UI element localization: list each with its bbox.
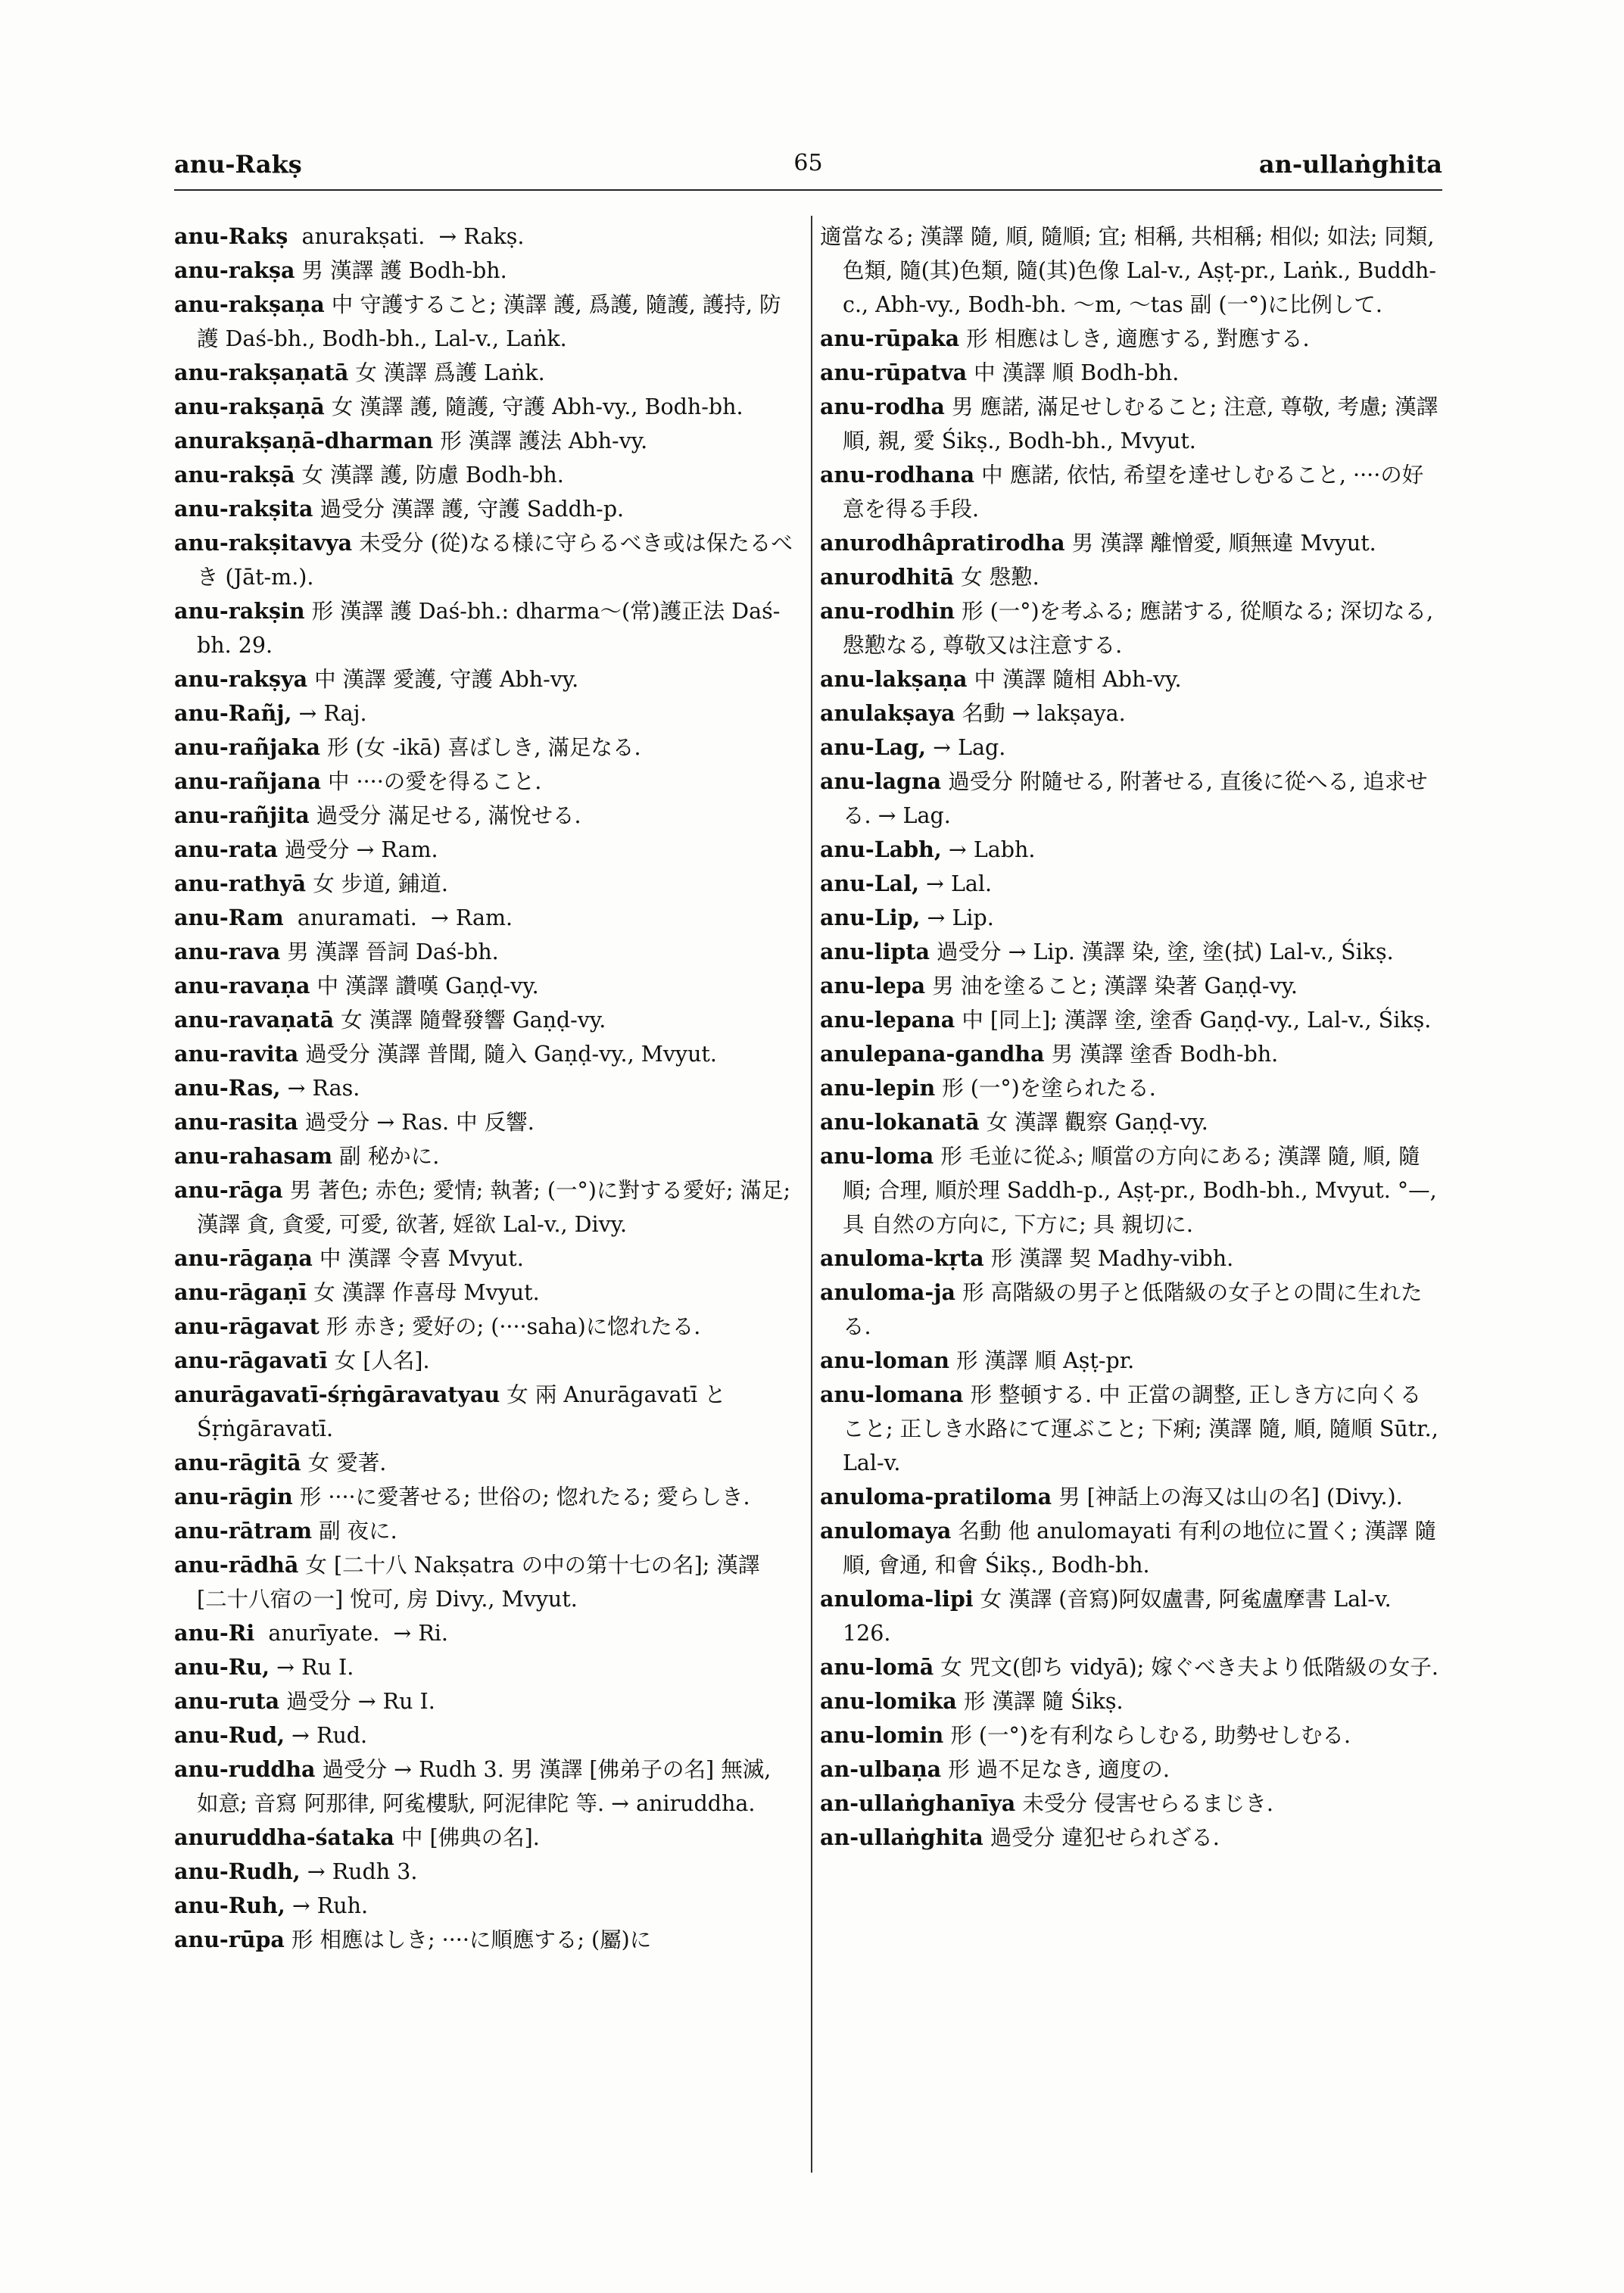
entry-headword: anuloma-pratiloma (820, 1484, 1052, 1509)
dictionary-entry (174, 220, 795, 254)
dictionary-entry (820, 1344, 1441, 1378)
entry-definition: 形 相應はしき, 適應する, 對應する. (959, 326, 1310, 351)
entry-headword: anu-rakṣin (174, 598, 305, 624)
entry-definition: → Ru I. (270, 1655, 354, 1680)
entry-definition: 過受分 → Ras. 中 反響. (298, 1110, 535, 1135)
entry-definition: 形 漢譯 護 Daś-bh.: dharma〜(常)護正法 Daś-bh. 29. (197, 599, 781, 658)
dictionary-entry (174, 1276, 795, 1310)
entry-headword: anu-Ram (174, 905, 284, 930)
entry-definition: 女 步道, 鋪道. (306, 871, 448, 896)
entry-definition: 名動 → lakṣaya. (955, 701, 1126, 726)
dictionary-entry (174, 356, 795, 390)
entry-headword: anuloma-ja (820, 1279, 955, 1305)
column-divider (811, 216, 812, 2173)
entry-headword: anu-Lal, (820, 871, 919, 896)
entry-definition: 形 高階級の男子と低階級の女子との間に生れたる. (843, 1280, 1423, 1339)
entry-headword: anu-rata (174, 837, 278, 862)
dictionary-entry (174, 867, 795, 901)
entry-definition: 過受分 漢譯 普聞, 隨入 Gaṇḍ-vy., Mvyut. (298, 1042, 717, 1067)
entry-definition: 過受分 → Rudh 3. 男 漢譯 [佛弟子の名] 無滅, 如意; 音寫 阿那律, 阿㝹樓馱, 阿泥律陀 等. → aniruddha. (197, 1757, 778, 1816)
dictionary-entry (174, 1446, 795, 1480)
header-rule (174, 189, 1442, 191)
dictionary-entry (174, 390, 795, 424)
dictionary-entry (174, 424, 795, 458)
entry-headword: anu-Rañj, (174, 700, 292, 726)
entry-headword: anurodhâpratirodha (820, 530, 1065, 556)
entry-headword: anuloma-lipi (820, 1586, 974, 1612)
entry-definition: 女 咒文(卽ち vidyā); 嫁ぐべき夫より低階級の女子. (934, 1655, 1439, 1680)
dictionary-entry (174, 1003, 795, 1037)
entry-headword: anu-rakṣitavya (174, 530, 353, 556)
entry-headword: anu-lomana (820, 1382, 964, 1407)
entry-headword: anu-rāgitā (174, 1450, 301, 1475)
entry-definition: 形 相應はしき; ····に順應する; (屬)に (284, 1927, 652, 1952)
dictionary-entry (174, 1514, 795, 1548)
entry-headword: anu-rakṣya (174, 666, 308, 692)
entry-definition: 女 漢譯 隨聲發響 Gaṇḍ-vy. (334, 1008, 606, 1033)
entry-definition: → Lip. (920, 905, 994, 930)
entry-definition: 形 毛並に從ふ; 順當の方向にある; 漢譯 隨, 順, 隨順; 合理, 順於理 Saddh-p., Aṣṭ-pr., Bodh-bh., Mvyut. °—, 具 自然の方向に, 下方に; 具 親切に. (843, 1144, 1444, 1237)
dictionary-entry (174, 1139, 795, 1173)
dictionary-entry (820, 458, 1441, 526)
entry-definition: 適當なる; 漢譯 隨, 順, 隨順; 宜; 相稱, 共相稱; 相似; 如法; 同類, 色類, 隨(其)色類, 隨(其)色像 Lal-v., Aṣṭ-pr., Laṅk., Buddh-c., Abh-vy., Bodh-bh. 〜m, 〜tas 副 (一°)に比例して. (820, 224, 1442, 317)
entry-definition: 副 秘かに. (332, 1144, 440, 1169)
entry-definition: 形 漢譯 順 Aṣṭ-pr. (949, 1348, 1135, 1373)
dictionary-entry (820, 731, 1441, 765)
entry-definition: 形 (一°)を有利ならしむる, 助勢せしむる. (943, 1723, 1351, 1748)
entry-definition: 形 ····に愛著せる; 世俗の; 惚れたる; 愛らしき. (292, 1485, 750, 1509)
entry-definition: 男 [神話上の海又は山の名] (Divy.). (1052, 1485, 1403, 1509)
entry-headword: anu-rādhā (174, 1552, 299, 1578)
dictionary-entry (820, 1242, 1441, 1276)
entry-headword: anu-ravaṇatā (174, 1007, 335, 1033)
entry-definition: 未受分 侵害せらるまじき. (1015, 1791, 1273, 1816)
dictionary-entry (820, 1718, 1441, 1752)
entry-headword: anu-ruddha (174, 1756, 316, 1782)
dictionary-entry (174, 833, 795, 867)
entry-definition: 男 油を塗ること; 漢譯 染著 Gaṇḍ-vy. (925, 974, 1298, 999)
entry-definition: → Ruh. (285, 1893, 369, 1918)
dictionary-entry (174, 1105, 795, 1139)
entry-definition: 中 漢譯 讚嘆 Gaṇḍ-vy. (310, 974, 539, 999)
entry-definition: 中 ····の愛を得ること. (320, 769, 542, 794)
entry-headword: anu-rāga (174, 1177, 283, 1203)
entry-headword: anu-rakṣaṇā (174, 394, 325, 419)
dictionary-entry (820, 935, 1441, 969)
dictionary-entry (174, 1378, 795, 1446)
dictionary-entry (174, 901, 795, 935)
dictionary-entry (820, 1752, 1441, 1787)
entry-headword: anu-rakṣaṇatā (174, 360, 349, 385)
entry-headword: anu-rava (174, 939, 281, 964)
entry-headword: an-ullaṅghita (820, 1824, 983, 1850)
entry-headword: anu-rahasam (174, 1143, 333, 1169)
entry-definition: 男 漢譯 護 Bodh-bh. (295, 258, 507, 283)
entry-headword: anu-lepin (820, 1075, 936, 1101)
entry-headword: anurodhitā (820, 564, 955, 590)
dictionary-entry (174, 288, 795, 356)
entry-headword: anu-loman (820, 1347, 949, 1373)
entry-definition: 女 漢譯 護, 隨護, 守護 Abh-vy., Bodh-bh. (324, 394, 743, 419)
entry-headword: anu-Lag, (820, 734, 927, 760)
entry-definition: 形 (一°)を塗られたる. (935, 1076, 1156, 1101)
entry-definition: 女 [人名]. (327, 1348, 430, 1373)
dictionary-entry (820, 526, 1441, 560)
entry-headword: anu-rañjita (174, 802, 310, 828)
entry-headword: anu-lomin (820, 1722, 944, 1748)
entry-definition: 形 過不足なき, 適度の. (941, 1757, 1170, 1782)
dictionary-entry (174, 594, 795, 662)
dictionary-entry (820, 1037, 1441, 1071)
entry-headword: anu-rakṣaṇa (174, 291, 325, 317)
entry-definition: 副 夜に. (312, 1519, 397, 1544)
entry-headword: anu-ruta (174, 1688, 280, 1714)
entry-definition: 中 守護すること; 漢譯 護, 爲護, 隨護, 護持, 防護 Daś-bh., Bodh-bh., Lal-v., Laṅk. (197, 292, 781, 351)
entry-headword: anu-rāgin (174, 1484, 293, 1509)
dictionary-entry (820, 1071, 1441, 1105)
entry-definition: 名動 他 anulomayati 有利の地位に置く; 漢譯 隨順, 會通, 和會 Śikṣ., Bodh-bh. (843, 1519, 1437, 1578)
entry-definition: 過受分 附隨せる, 附著せる, 直後に從へる, 追求せる. → Lag. (843, 769, 1428, 828)
dictionary-entry (820, 322, 1441, 356)
dictionary-entry (174, 1752, 795, 1821)
dictionary-entry (820, 1684, 1441, 1718)
entry-headword: anurakṣaṇā-dharman (174, 428, 434, 453)
entry-headword: anu-ravita (174, 1041, 299, 1067)
dictionary-entry (174, 254, 795, 288)
entry-headword: anu-rūpaka (820, 326, 960, 351)
page-header (174, 150, 1442, 188)
entry-headword: anu-lepana (820, 1007, 955, 1033)
dictionary-entry (174, 1650, 795, 1684)
dictionary-entry (174, 1344, 795, 1378)
entry-definition: 過受分 → Ram. (277, 837, 438, 862)
entry-headword: anu-rañjana (174, 768, 321, 794)
dictionary-entry (174, 731, 795, 765)
dictionary-entry (174, 1616, 795, 1650)
entry-definition: 中 應諾, 依怙, 希望を達せしむること, ····の好意を得る手段. (843, 463, 1424, 522)
entry-definition: → Lal. (919, 871, 993, 896)
entry-headword: anu-rodhana (820, 462, 975, 488)
entry-headword: anu-rasita (174, 1109, 298, 1135)
entry-definition: 男 漢譯 塗香 Bodh-bh. (1044, 1042, 1279, 1067)
entry-definition: → Raj. (291, 701, 367, 726)
entry-headword: anu-lipta (820, 939, 930, 964)
dictionary-entry (820, 833, 1441, 867)
entry-definition: 形 (一°)を考ふる; 應諾する, 從順なる; 深切なる, 慇懃なる, 尊敬又は注意する. (843, 599, 1441, 658)
entry-definition: 形 (女 -ikā) 喜ばしき, 滿足なる. (320, 735, 641, 760)
entry-headword: anu-loma (820, 1143, 934, 1169)
entry-definition: → Ras. (280, 1076, 360, 1101)
page-number: 65 (793, 150, 823, 176)
entry-definition: 未受分 (從)なる様に守らるべき或は保たるべき (Jāt-m.). (197, 531, 793, 590)
entry-headword: anu-ravaṇa (174, 973, 310, 999)
entry-definition: 女 漢譯 (音寫)阿奴盧書, 阿㝹盧摩書 Lal-v. 126. (843, 1587, 1398, 1646)
entry-definition: 過受分 → Ru I. (279, 1689, 435, 1714)
dictionary-entry (174, 1071, 795, 1105)
dictionary-entry (174, 765, 795, 799)
entry-definition: 男 應諾, 滿足せしむること; 注意, 尊敬, 考慮; 漢譯 順, 親, 愛 Śikṣ., Bodh-bh., Mvyut. (843, 394, 1445, 453)
entry-headword: an-ullaṅghanīya (820, 1790, 1016, 1816)
entry-definition: 女 慇懃. (954, 565, 1040, 590)
dictionary-entry (820, 662, 1441, 696)
dictionary-entry (820, 1105, 1441, 1139)
entry-headword: anu-Ri (174, 1620, 255, 1646)
entry-headword: anuloma-kṛta (820, 1245, 984, 1271)
entry-headword: anu-rakṣa (174, 257, 295, 283)
entry-definition: 男 漢譯 離憎愛, 順無違 Mvyut. (1064, 531, 1376, 556)
dictionary-entry (174, 799, 795, 833)
entry-headword: anu-rāgaṇa (174, 1245, 313, 1271)
dictionary-entry (174, 696, 795, 731)
dictionary-entry (174, 1480, 795, 1514)
entry-definition: 中 [同上]; 漢譯 塗, 塗香 Gaṇḍ-vy., Lal-v., Śikṣ. (955, 1008, 1432, 1033)
dictionary-entry (820, 1821, 1441, 1855)
entry-definition: anuramati. → Ram. (283, 905, 513, 930)
dictionary-entry (174, 492, 795, 526)
entry-definition: 形 漢譯 契 Madhy-vibh. (983, 1246, 1234, 1271)
dictionary-entry (174, 1855, 795, 1889)
dictionary-entry (174, 458, 795, 492)
entry-headword: anu-Ruh, (174, 1893, 285, 1918)
dictionary-entry (820, 594, 1441, 662)
header-left-guideword: anu-Rakṣ (174, 150, 302, 179)
entry-definition: 女 漢譯 觀察 Gaṇḍ-vy. (979, 1110, 1208, 1135)
entry-definition: 形 漢譯 護法 Abh-vy. (433, 428, 648, 453)
entry-definition: → Rudh 3. (300, 1859, 418, 1884)
entry-headword: anu-Rud, (174, 1722, 285, 1748)
dictionary-entry (174, 1821, 795, 1855)
dictionary-entry (174, 526, 795, 594)
header-right-guideword: an-ullaṅghita (1258, 150, 1442, 179)
entry-definition: 女 漢譯 作喜母 Mvyut. (307, 1280, 540, 1305)
entry-definition: 女 [二十八 Nakṣatra の中の第十七の名]; 漢譯 [二十八宿の一] 悅可, 房 Divy., Mvyut. (197, 1553, 767, 1612)
dictionary-entry (174, 1684, 795, 1718)
dictionary-entry (820, 1480, 1441, 1514)
dictionary-entry (820, 220, 1441, 322)
entry-headword: anu-Ras, (174, 1075, 281, 1101)
dictionary-entry (820, 1276, 1441, 1344)
dictionary-entry (820, 356, 1441, 390)
entry-headword: anu-rāgavat (174, 1313, 320, 1339)
entry-definition: 過受分 → Lip. 漢譯 染, 塗, 塗(拭) Lal-v., Śikṣ. (929, 939, 1394, 964)
entry-definition: 女 漢譯 爲護 Laṅk. (348, 360, 545, 385)
entry-definition: → Lag. (926, 735, 1006, 760)
entry-headword: anu-Labh, (820, 837, 942, 862)
entry-headword: anu-Rakṣ (174, 223, 288, 249)
entry-headword: anu-lepa (820, 973, 926, 999)
dictionary-entry (820, 765, 1441, 833)
entry-headword: anu-rodha (820, 394, 945, 419)
entry-definition: 過受分 滿足せる, 滿悅せる. (309, 803, 581, 828)
dictionary-entry (820, 696, 1441, 731)
dictionary-entry (820, 1514, 1441, 1582)
entry-headword: anu-rāgaṇī (174, 1279, 307, 1305)
entry-definition: 女 兩 Anurāgavatī と Śṛṅgāravatī. (197, 1382, 733, 1441)
dictionary-entry (820, 969, 1441, 1003)
entry-headword: anu-rakṣita (174, 496, 313, 522)
entry-definition: 形 赤き; 愛好の; (····saha)に惚れたる. (319, 1314, 701, 1339)
dictionary-entry (174, 1548, 795, 1616)
entry-headword: anu-Lip, (820, 905, 921, 930)
entry-definition: anurakṣati. → Rakṣ. (288, 224, 525, 249)
entry-headword: anu-Rudh, (174, 1858, 301, 1884)
entry-headword: anulepana-gandha (820, 1041, 1045, 1067)
dictionary-entry (174, 1310, 795, 1344)
dictionary-entry (174, 1173, 798, 1242)
entry-headword: anulomaya (820, 1518, 952, 1544)
entry-definition: 男 漢譯 晉詞 Daś-bh. (280, 939, 499, 964)
entry-definition: 中 [佛典の名]. (394, 1825, 540, 1850)
dictionary-entry (820, 390, 1445, 458)
entry-headword: anuruddha-śataka (174, 1824, 394, 1850)
entry-definition: → Labh. (941, 837, 1036, 862)
entry-headword: anulakṣaya (820, 700, 955, 726)
dictionary-entry (820, 1582, 1441, 1650)
entry-definition: 中 漢譯 令喜 Mvyut. (312, 1246, 524, 1271)
dictionary-entry (820, 901, 1441, 935)
entry-headword: anurāgavatī-śṛṅgāravatyau (174, 1382, 500, 1407)
entry-definition: 女 愛著. (301, 1450, 387, 1475)
dictionary-entry (174, 1242, 795, 1276)
dictionary-entry (174, 935, 795, 969)
entry-headword: anu-rodhin (820, 598, 955, 624)
entry-headword: an-ulbaṇa (820, 1756, 942, 1782)
dictionary-entry (820, 1139, 1444, 1242)
dictionary-entry (820, 1787, 1441, 1821)
entry-definition: 過受分 違犯せられざる. (983, 1825, 1220, 1850)
entry-headword: anu-rakṣā (174, 462, 295, 488)
dictionary-entry (174, 969, 795, 1003)
dictionary-entry (820, 560, 1441, 594)
entry-headword: anu-rūpa (174, 1927, 285, 1952)
entry-definition: 中 漢譯 順 Bodh-bh. (967, 360, 1180, 385)
right-column (820, 220, 1445, 1855)
dictionary-entry (174, 1923, 795, 1957)
entry-definition: 中 漢譯 隨相 Abh-vy. (967, 667, 1182, 692)
entry-headword: anu-lagna (820, 768, 942, 794)
dictionary-entry (174, 662, 795, 696)
entry-headword: anu-lomā (820, 1654, 934, 1680)
entry-definition: 過受分 漢譯 護, 守護 Saddh-p. (313, 497, 625, 522)
entry-definition: 中 漢譯 愛護, 守護 Abh-vy. (307, 667, 579, 692)
entry-headword: anu-lokanatā (820, 1109, 980, 1135)
entry-definition: 男 著色; 赤色; 愛情; 執著; (一°)に對する愛好; 滿足; 漢譯 貪, 貪愛, 可愛, 欲著, 婬欲 Lal-v., Divy. (197, 1178, 798, 1237)
entry-definition: anurīyate. → Ri. (254, 1621, 448, 1646)
dictionary-entry (174, 1037, 795, 1071)
dictionary-entry (174, 1718, 795, 1752)
dictionary-entry (820, 1378, 1445, 1480)
dictionary-entry (820, 1650, 1441, 1684)
dictionary-entry (174, 1889, 795, 1923)
entry-headword: anu-Ru, (174, 1654, 270, 1680)
entry-headword: anu-rathyā (174, 871, 307, 896)
entry-headword: anu-rātram (174, 1518, 313, 1544)
entry-definition: 形 整頓する. 中 正當の調整, 正しき方に向くること; 正しき水路にて運ぶこと; 下痢; 漢譯 隨, 順, 隨順 Sūtr., Lal-v. (843, 1382, 1445, 1475)
entry-definition: 女 漢譯 護, 防慮 Bodh-bh. (295, 463, 564, 488)
dictionary-entry (820, 1003, 1441, 1037)
entry-headword: anu-rāgavatī (174, 1347, 328, 1373)
dictionary-entry (820, 867, 1441, 901)
entry-definition: → Rud. (285, 1723, 368, 1748)
entry-headword: anu-lomika (820, 1688, 957, 1714)
entry-definition: 形 漢譯 隨 Śikṣ. (956, 1689, 1124, 1714)
entry-headword: anu-rūpatva (820, 360, 968, 385)
entry-headword: anu-rañjaka (174, 734, 320, 760)
entry-headword: anu-lakṣaṇa (820, 666, 968, 692)
left-column (174, 220, 798, 1957)
